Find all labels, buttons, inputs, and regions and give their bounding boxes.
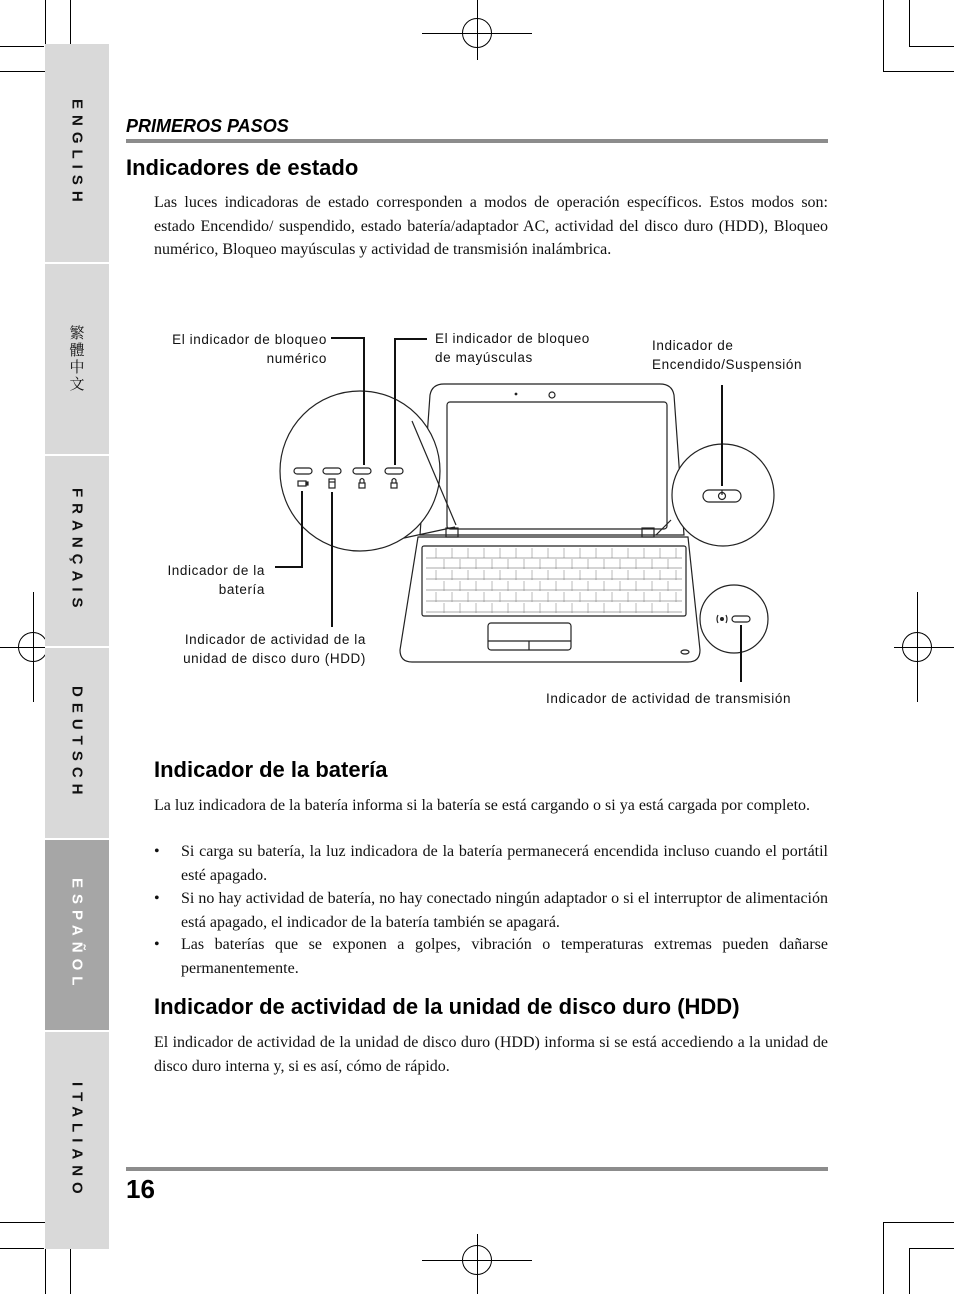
hdd-label: Indicador de actividad de la unidad de disco duro (HDD) [183,632,366,666]
battery-paragraph: La luz indicadora de la batería informa si la batería se está cargando o si ya está cargada por completo. [154,797,811,814]
battery-heading: Indicador de la batería [154,757,388,782]
page-number: 16 [126,1174,155,1204]
battery-label: Indicador de la batería [167,563,265,597]
status-heading: Indicadores de estado [126,155,359,180]
laptop-lid [420,384,684,535]
status-paragraph: Las luces indicadoras de estado corresponden a modos de operación específicos. Estos modos son: estado Encendido/ suspendido, estado batería/adaptador AC, actividad del disco duro (HDD), Bloqueo numérico, Bloqueo mayúsculas y actividad de transmisión inalámbrica. [154,194,828,258]
footer-rule [126,1167,828,1171]
laptop-screen [447,402,667,529]
wireless-icon [721,618,724,621]
tab-deutsch-label: DEUTSCH [68,685,86,801]
tab-francais-label: FRANÇAIS [68,488,86,614]
hdd-heading: Indicador de actividad de la unidad de disco duro (HDD) [154,994,740,1019]
list-item: • Si no hay actividad de batería, no hay conectado ningún adaptador o si el interruptor de alimentación está apagado, el indicador de la batería también se apagará. [154,887,828,934]
laptop-base [400,537,700,662]
tab-italiano-label: ITALIANO [68,1081,86,1200]
hdd-paragraph: El indicador de actividad de la unidad de disco duro (HDD) informa si se está accediendo a la unidad de disco duro interna y, si es así, cómo de rápido. [154,1034,828,1075]
bullet-text: Si carga su batería, la luz indicadora de la batería permanecerá encendida incluso cuando el portátil esté apagado. [181,843,828,884]
list-item: • Las baterías que se exponen a golpes, vibración o temperaturas extremas pueden dañarse permanentemente. [154,933,828,980]
capslock-label: El indicador de bloqueo de mayúsculas [435,331,590,365]
tab-english-label: ENGLISH [68,98,86,208]
tab-espanol-label: ESPAÑOL [68,878,86,992]
wireless-label: Indicador de actividad de transmisión [546,691,792,706]
keyboard [422,546,686,616]
list-item: • Si carga su batería, la luz indicadora de la batería permanecerá encendida incluso cuando el portátil esté apagado. [154,840,828,887]
magnifier-left [280,391,440,551]
tab-chinese-label: 繁體中文 [67,325,86,393]
numlock-label: El indicador de bloqueo numérico [172,332,327,366]
bullet-text: Las baterías que se exponen a golpes, vibración o temperaturas extremas pueden dañarse permanentemente. [181,936,828,977]
magnifier-wireless [700,585,768,653]
section-header: PRIMEROS PASOS [126,116,289,136]
power-label: Indicador de Encendido/Suspensión [652,338,803,372]
webcam-icon [549,392,555,398]
bullet-text: Si no hay actividad de batería, no hay conectado ningún adaptador o si el interruptor de alimentación está apagado, el indicador de la batería también se apagará. [181,890,828,931]
